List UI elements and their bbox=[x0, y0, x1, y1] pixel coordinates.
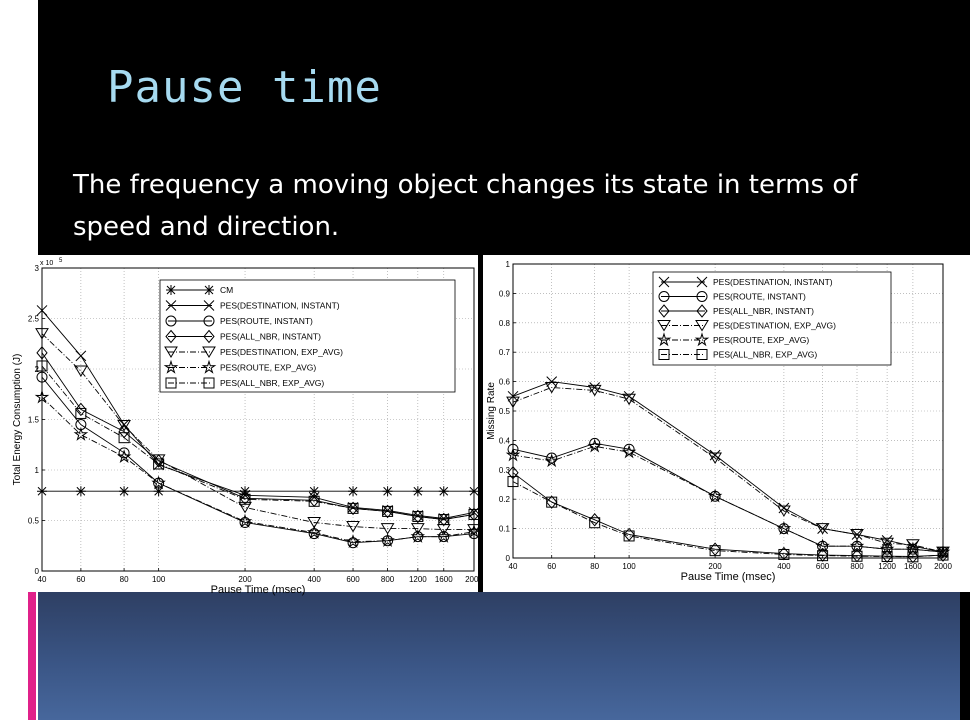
legend-label: PES(ROUTE, INSTANT) bbox=[220, 316, 313, 326]
y-tick-label: 1 bbox=[505, 260, 510, 269]
data-point bbox=[413, 486, 423, 496]
data-point bbox=[119, 486, 129, 496]
y-tick-label: 0.6 bbox=[498, 377, 510, 387]
legend-label: PES(ALL_NBR, EXP_AVG) bbox=[220, 378, 325, 388]
data-point bbox=[469, 486, 479, 496]
x-tick-label: 1200 bbox=[408, 575, 427, 584]
x-tick-label: 40 bbox=[37, 575, 47, 584]
y-tick-label: 0 bbox=[505, 554, 510, 563]
y-tick-label: 0.3 bbox=[498, 465, 510, 475]
data-point bbox=[348, 486, 358, 496]
y-multiplier-exponent: 5 bbox=[59, 258, 63, 264]
x-tick-label: 1600 bbox=[434, 575, 453, 584]
legend-label: PES(ROUTE, INSTANT) bbox=[713, 291, 806, 302]
legend-label: PES(DESTINATION, EXP_AVG) bbox=[713, 320, 836, 331]
data-point bbox=[76, 486, 86, 496]
legend bbox=[653, 272, 891, 365]
x-tick-label: 400 bbox=[307, 575, 321, 584]
y-axis-label: Total Energy Consumption (J) bbox=[12, 353, 23, 486]
y-multiplier-label: x 10 bbox=[40, 260, 54, 267]
data-point bbox=[37, 486, 47, 496]
y-tick-label: 0.7 bbox=[498, 348, 510, 358]
legend-label: PES(DESTINATION, INSTANT) bbox=[220, 300, 340, 311]
x-tick-label: 200 bbox=[238, 575, 252, 584]
x-tick-label: 200 bbox=[708, 562, 722, 571]
x-tick-label: 60 bbox=[547, 562, 557, 571]
y-tick-label: 0.4 bbox=[498, 436, 510, 446]
slide-title: Pause time bbox=[107, 62, 382, 113]
x-tick-label: 100 bbox=[151, 575, 166, 584]
y-tick-label: 1.5 bbox=[27, 415, 39, 425]
x-axis-label: Pause Time (msec) bbox=[210, 584, 306, 596]
legend-label: PES(ROUTE, EXP_AVG) bbox=[713, 335, 810, 345]
legend bbox=[160, 280, 455, 392]
x-tick-label: 800 bbox=[380, 575, 395, 584]
legend-label: PES(DESTINATION, INSTANT) bbox=[713, 277, 833, 287]
x-tick-label: 1200 bbox=[878, 562, 896, 571]
y-tick-label: 2.5 bbox=[27, 314, 39, 324]
legend-label: PES(ALL_NBR, INSTANT) bbox=[220, 331, 321, 342]
x-tick-label: 100 bbox=[622, 562, 636, 571]
legend-marker bbox=[204, 285, 214, 295]
y-tick-label: 0.5 bbox=[27, 516, 39, 526]
y-tick-label: 0.5 bbox=[498, 407, 510, 416]
y-tick-label: 3 bbox=[34, 264, 39, 273]
legend-label: CM bbox=[220, 285, 234, 295]
legend-label: PES(ROUTE, EXP_AVG) bbox=[220, 362, 317, 373]
data-point bbox=[383, 486, 393, 496]
x-tick-label: 600 bbox=[815, 562, 830, 571]
y-axis-label: Missing Rate bbox=[486, 382, 497, 440]
legend-label: PES(DESTINATION, EXP_AVG) bbox=[220, 347, 343, 357]
x-axis-label: Pause Time (msec) bbox=[680, 571, 776, 583]
y-tick-label: 1 bbox=[34, 466, 39, 475]
x-tick-label: 80 bbox=[590, 562, 600, 571]
x-tick-label: 40 bbox=[508, 562, 518, 571]
y-tick-label: 2 bbox=[34, 365, 39, 374]
data-point bbox=[439, 486, 449, 496]
x-tick-label: 60 bbox=[76, 575, 86, 584]
x-tick-label: 2000 bbox=[934, 562, 952, 571]
x-tick-label: 80 bbox=[119, 575, 129, 584]
legend-label: PES(ALL_NBR, INSTANT) bbox=[713, 306, 814, 316]
legend-marker bbox=[166, 285, 176, 295]
x-tick-label: 800 bbox=[850, 562, 864, 571]
footer-gradient bbox=[38, 592, 960, 720]
legend-label: PES(ALL_NBR, EXP_AVG) bbox=[713, 349, 818, 360]
slide-subtitle: The frequency a moving object changes its state in terms of speed and direction. bbox=[73, 170, 858, 242]
y-tick-label: 0.8 bbox=[498, 318, 510, 328]
x-tick-label: 2000 bbox=[465, 575, 483, 584]
y-tick-label: 0 bbox=[34, 567, 39, 576]
y-tick-label: 0.9 bbox=[498, 289, 510, 299]
missing-rate-chart bbox=[483, 255, 970, 592]
y-tick-label: 0.2 bbox=[498, 495, 510, 505]
accent-bar bbox=[28, 592, 36, 720]
decorative-lines-icon bbox=[10, 20, 38, 130]
x-tick-label: 400 bbox=[777, 562, 791, 571]
y-tick-label: 0.1 bbox=[498, 524, 510, 534]
x-tick-label: 600 bbox=[346, 575, 360, 584]
energy-consumption-chart bbox=[0, 255, 483, 596]
x-tick-label: 1600 bbox=[904, 562, 922, 571]
